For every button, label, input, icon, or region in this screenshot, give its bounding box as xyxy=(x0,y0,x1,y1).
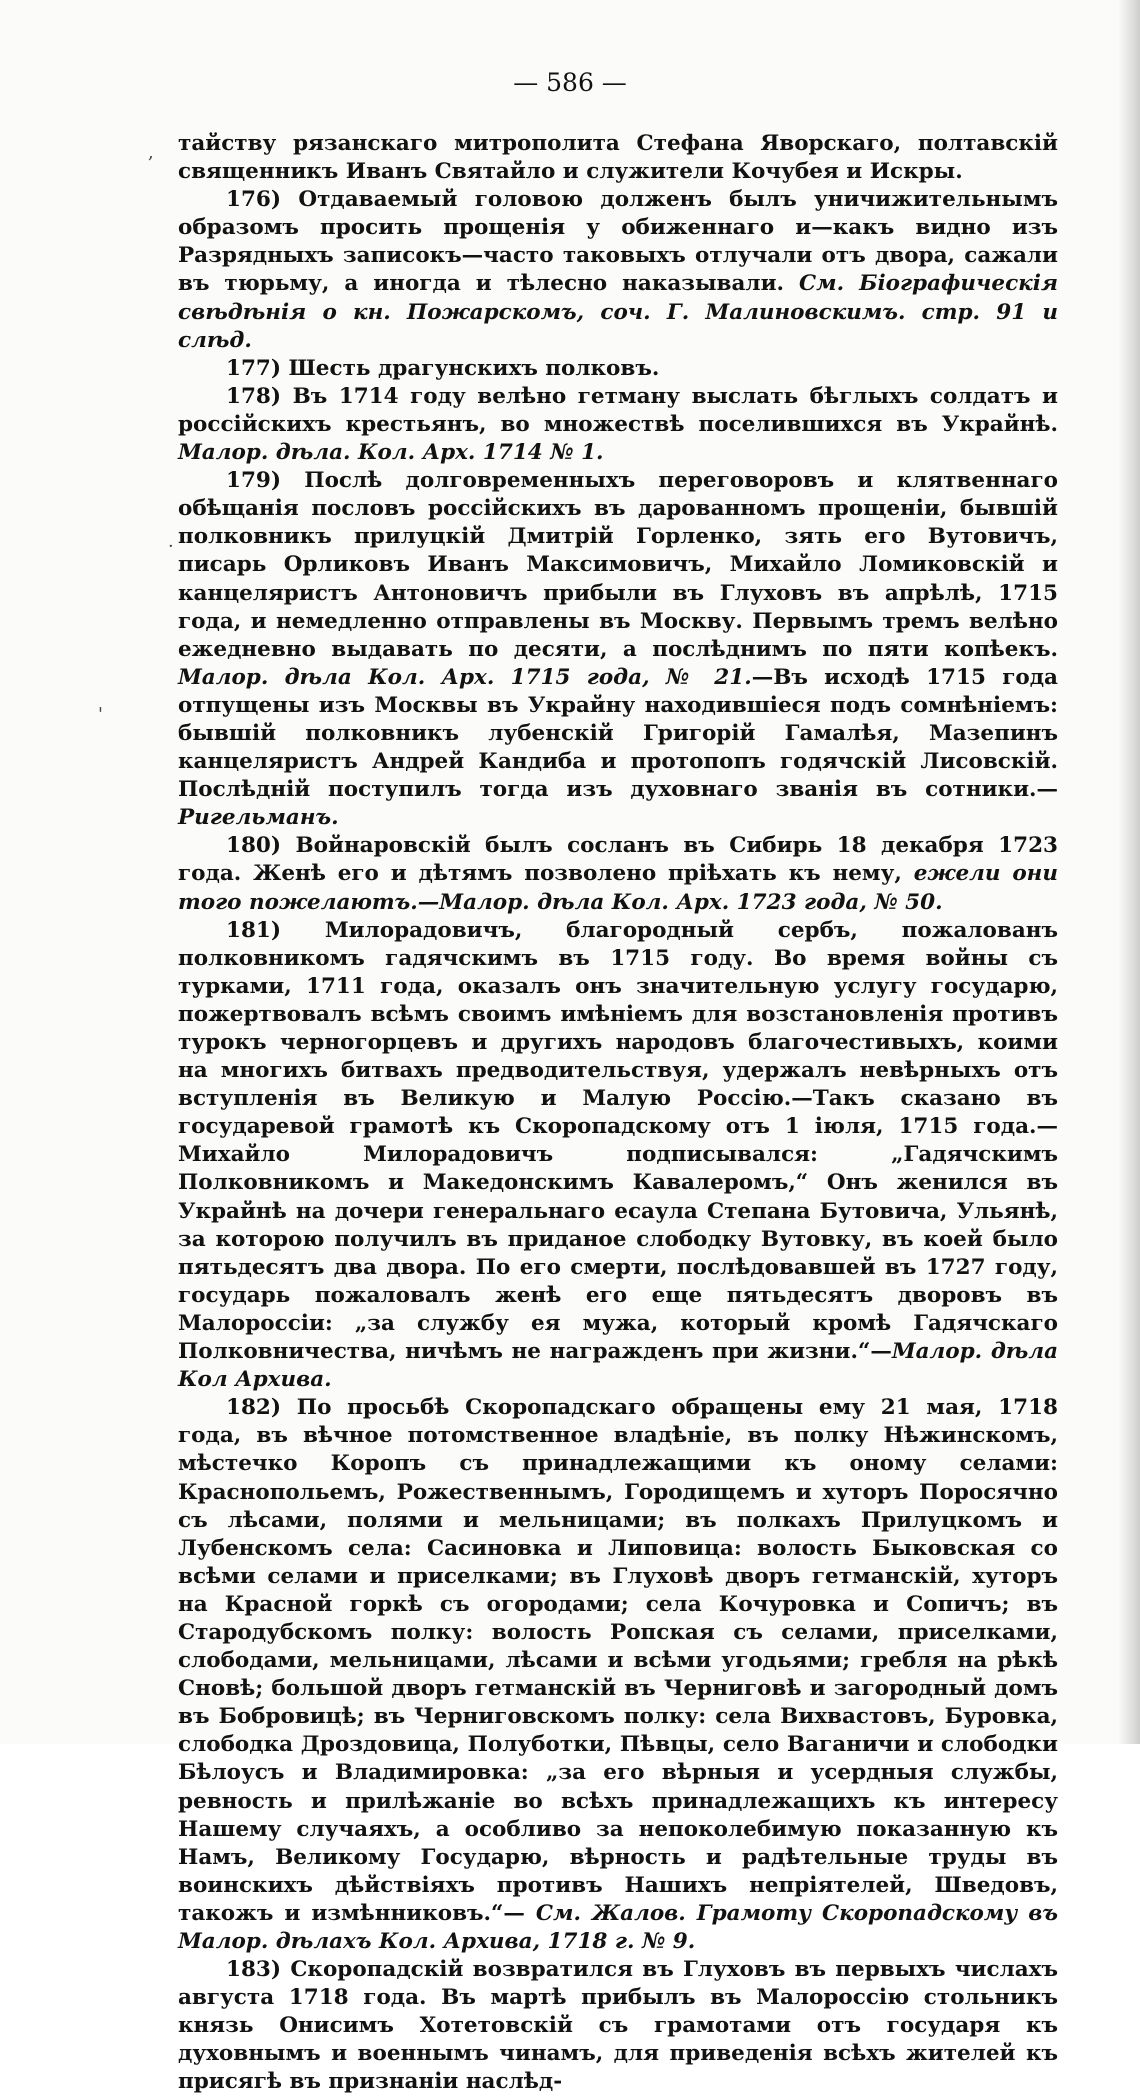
citation: См. Жалов. Грамоту Скоропадскому въ Малор. дѣлахъ Кол. Архива, 1718 г. № 9. xyxy=(178,1900,1058,1954)
paragraph-text: 183) Скоропадскій возвратился въ Глуховъ въ первыхъ числахъ августа 1718 года. Въ мартѣ прибылъ въ Малороссію стольникъ князь Онисимъ Хотетовскій съ грамотами отъ государя къ духовнымъ и военнымъ чинамъ, для приведенія всѣхъ жителей къ присягѣ въ признаніи наслѣд- xyxy=(178,1957,1058,2095)
footnotes-text xyxy=(178,130,1058,2097)
footnote-180 xyxy=(178,832,1058,916)
paragraph-text: 176) Отдаваемый головою долженъ былъ уничижительнымъ образомъ просить прощенія у обиженнаго и—какъ видно изъ Разрядныхъ записокъ—часто таковыхъ отлучали отъ двора, сажали въ тюрьму, а иногда и тѣлесно наказывали. xyxy=(178,187,1058,297)
paragraph-text: 180) Войнаровскій былъ сосланъ въ Сибирь 18 декабря 1723 года. Женѣ его и дѣтямъ позволено пріѣхать къ нему, xyxy=(178,833,1058,887)
paragraph-text: 179) Послѣ долговременныхъ переговоровъ и клятвеннаго обѣщанія пословъ россійскихъ въ дарованномъ прощеніи, бывшій полковникъ прилуцкій Дмитрій Горленко, зять его Вутовичъ, писарь Орликовъ Иванъ Максимовичъ, Михайло Ломиковскій и канцеляристъ Антоновичъ прибыли въ Глуховъ въ апрѣлѣ, 1715 года, и немедленно отправлены въ Москву. Первымъ тремъ велѣно ежедневно выдавать по десяти, а послѣднимъ по пяти копѣекъ. xyxy=(178,468,1058,662)
citation: Малор. дѣла Кол Архива. xyxy=(178,1339,1059,1393)
paragraph-tail: —Въ исходѣ 1715 года отпущены изъ Москвы въ Украйну находившіеся подъ сомнѣніемъ: бывшій полковникъ лубенскій Григорій Гамалѣя, Мазепинъ канцеляристъ Андрей Кандиба и протопопъ годячскій Лисовскій. Послѣдній поступилъ тогда изъ духовнаго званія въ сотники.— xyxy=(178,664,1058,803)
paragraph-text: тайству рязанскаго митрополита Стефана Яворскаго, полтавскій священникъ Иванъ Святайло и служители Кочубея и Искры. xyxy=(178,131,1058,185)
footnote-181 xyxy=(178,917,1058,1395)
footnote-183 xyxy=(178,1956,1058,2096)
margin-mark: · xyxy=(168,536,174,557)
citation: Малор. дѣла. Кол. Арх. 1714 № 1. xyxy=(178,440,604,466)
paragraph-text: 181) Милорадовичъ, благородный сербъ, пожалованъ полковникомъ гадячскимъ въ 1715 году. Во время войны съ турками, 1711 года, оказалъ онъ значительную услугу государю, пожертвовалъ всѣмъ своимъ имѣніемъ для возстановленія противъ турокъ черногорцевъ и другихъ народовъ благочестивыхъ, коими на многихъ битвахъ предводительствуя, удержалъ невѣрныхъ отъ вступленія въ Великую и Малую Россію.—Такъ сказано въ государевой грамотѣ къ Скоропадскому отъ 1 іюля, 1715 года.—Михайло Милорадовичъ подписывался: „Гадячскимъ Полковникомъ и Македонскимъ Кавалеромъ,“ Онъ женился въ Украйнѣ на дочери генеральнаго есаула Степана Бутовича, Ульянѣ, за которою получилъ въ приданое слободку Вутовку, въ коей было пятьдесятъ два двора. По его смерти, послѣдовавшей въ 1727 году, государь пожаловалъ женѣ его еще пятьдесятъ дворовъ въ Малороссіи: „за службу ея мужа, который кромѣ Гадячскаго Полковничества, ничѣмъ не награжденъ при жизни.“— xyxy=(178,917,1058,1365)
footnote-178 xyxy=(178,383,1058,467)
citation: Малор. дѣла Кол. Арх. 1715 года, № 21. xyxy=(178,664,752,690)
citation: ежели они того пожелаютъ.—Малор. дѣла Кол. Арх. 1723 года, № 50. xyxy=(178,861,1058,915)
paragraph-text: 182) По просьбѣ Скоропадскаго обращены ему 21 мая, 1718 года, въ вѣчное потомственное владѣніе, въ полку Нѣжинскомъ, мѣстечко Коропъ съ принадлежащими къ оному селами: Краснопольемъ, Рожественнымъ, Городищемъ и хуторъ Поросячно съ лѣсами, полями и мельницами; въ полкахъ Прилуцкомъ и Лубенскомъ села: Сасиновка и Липовица: волость Быковская со всѣми селами и приселками; въ Глуховѣ дворъ гетманскій, хуторъ на Красной горкѣ съ огородами; села Кочуровка и Сопичъ; въ Стародубскомъ полку: волость Ропская съ селами, приселками, слободами, мельницами, лѣсами и всѣми угодьями; гребля на рѣкѣ Сновѣ; большой дворъ гетманскій въ Черниговѣ и загородный домъ въ Бобровицѣ; въ Черниговскомъ полку: села Вихвастовъ, Буровка, слободка Дроздовица, Полуботки, Пѣвцы, село Ваганичи и слободки Бѣлоусъ и Владимировка: „за его вѣрныя и усердныя службы, ревность и прилѣжаніе во всѣхъ принадлежащихъ къ интересу Нашему случаяхъ, а особливо за непоколебимую показанную къ Намъ, Великому Государю, вѣрность и радѣтельные труды въ воинскихъ дѣйствіяхъ противъ Нашихъ непріятелей, Шведовъ, такожъ и измѣнниковъ.“— xyxy=(178,1395,1058,1926)
citation: Ригельманъ. xyxy=(178,805,339,831)
continued-paragraph xyxy=(178,130,1058,186)
footnote-177 xyxy=(178,355,1058,383)
citation: См. Біографическія свѣдѣнія о кн. Пожарскомъ, соч. Г. Малиновскимъ. стр. 91 и слѣд. xyxy=(178,271,1058,353)
margin-mark: , xyxy=(148,142,154,163)
scan-edge-shadow xyxy=(1118,0,1140,1744)
footnote-182 xyxy=(178,1394,1058,1956)
margin-mark: ' xyxy=(98,704,103,725)
page-number: — 586 — xyxy=(513,68,627,97)
footnote-176 xyxy=(178,186,1058,355)
paragraph-text: 178) Въ 1714 году велѣно гетману выслать бѣглыхъ солдатъ и россійскихъ крестьянъ, во множествѣ поселившихся въ Украйнѣ. xyxy=(178,383,1058,437)
paragraph-text: 177) Шесть драгунскихъ полковъ. xyxy=(226,355,660,381)
footnote-179 xyxy=(178,467,1058,832)
